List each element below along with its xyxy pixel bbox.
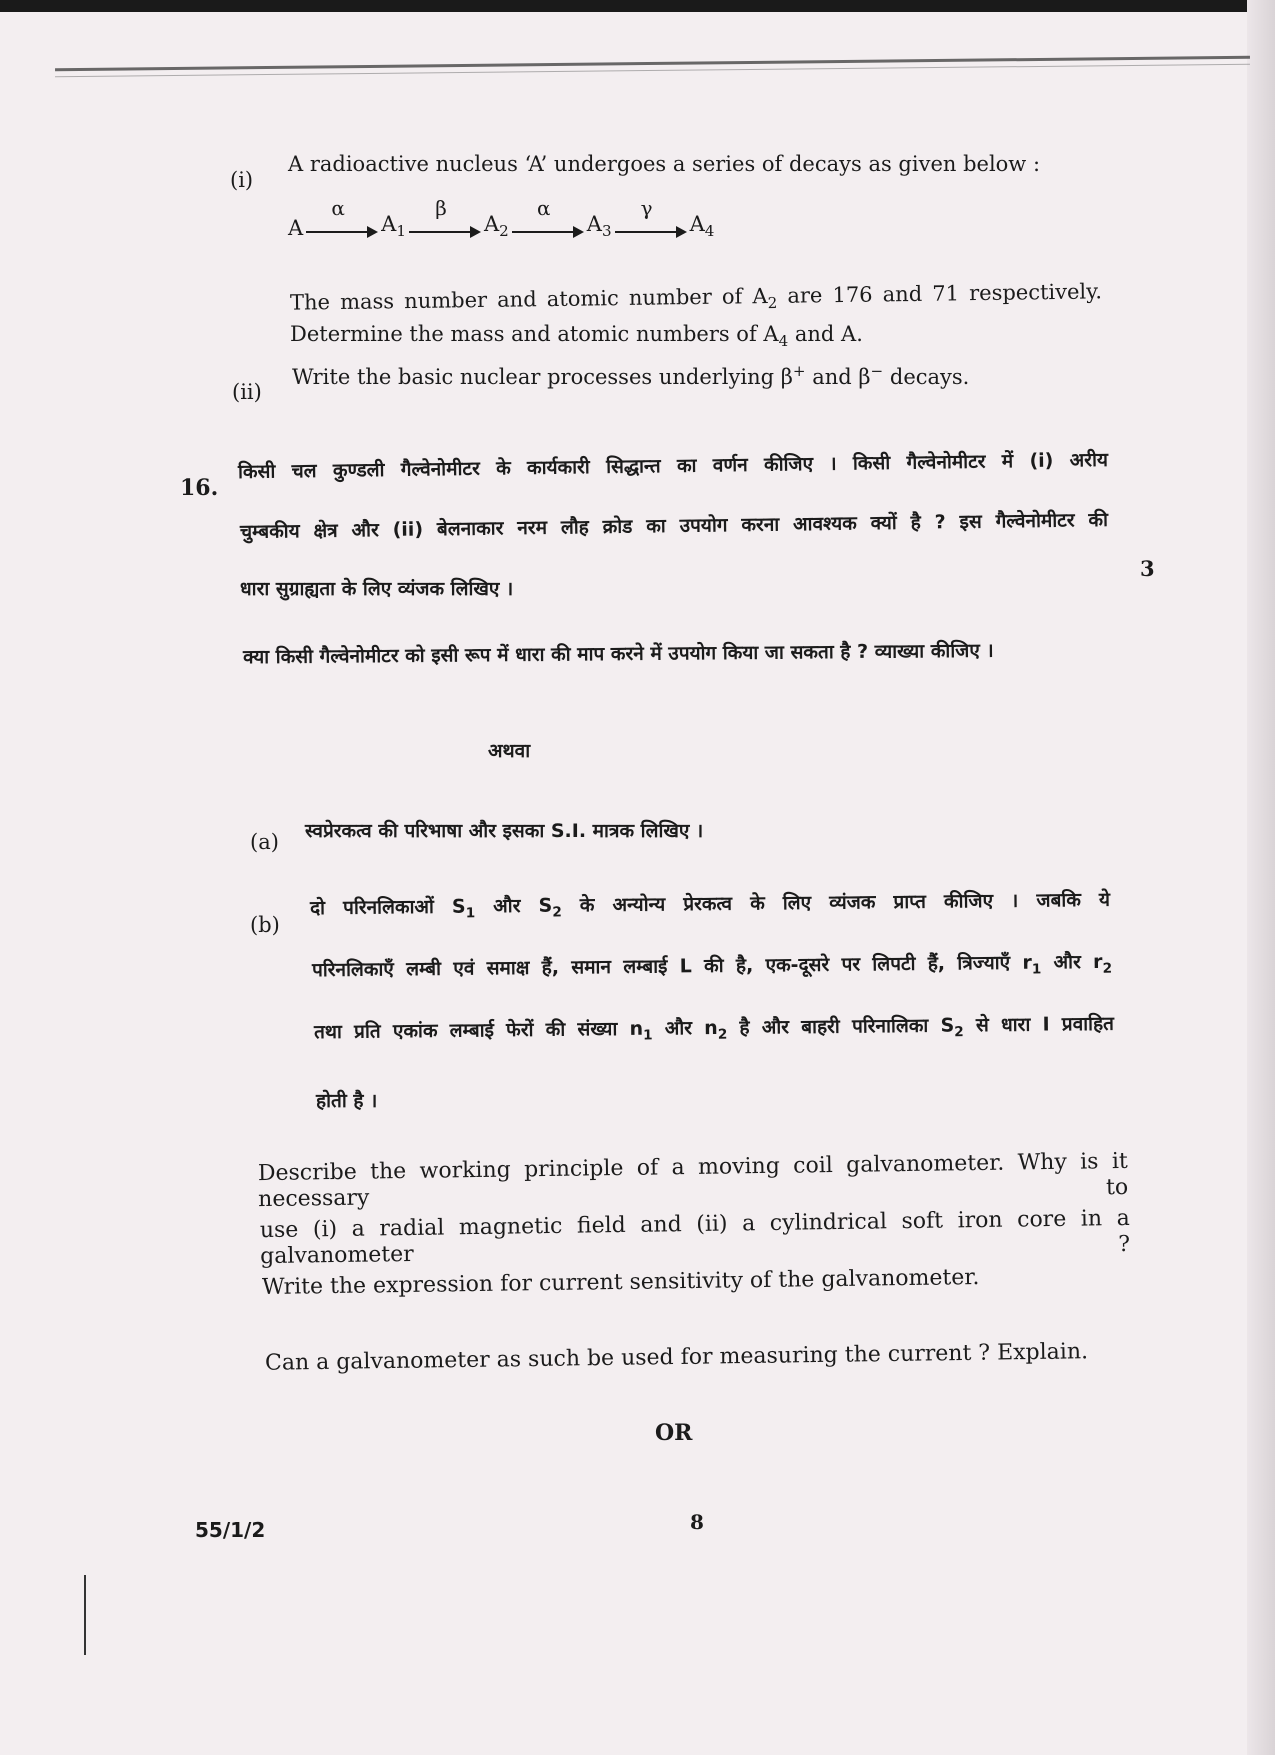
margin-mark	[84, 1575, 86, 1655]
q16-b-line3: तथा प्रति एकांक लम्बाई फेरों की संख्या $n_1$ और $n_2$ है और बाहरी परिनालिका $S_2$ से धारा I प्रवाहित	[313, 1012, 1115, 1044]
q16-hindi-line3: धारा सुग्राह्यता के लिए व्यंजक लिखिए ।	[240, 578, 514, 600]
q16-b-line2: परिनलिकाएँ लम्बी एवं समाक्ष हैं, समान लम्बाई L की है, एक-दूसरे पर लिपटी हैं, त्रिज्याएँ $r_1$ और $r_2$	[311, 950, 1113, 982]
decay-arrow-2	[409, 196, 481, 240]
q16-hindi-line4: क्या किसी गैल्वेनोमीटर को इसी रूप में धारा की माप करने में उपयोग किया जा सकता है ? व्याख्या कीजिए ।	[242, 639, 994, 669]
decay-product-2: $A_2$	[483, 212, 509, 241]
q16-a-label: (a)	[250, 830, 279, 854]
decay-chain	[288, 196, 715, 241]
q16-hindi-line2: चुम्बकीय क्षेत्र और (ii) बेलनाकार नरम लौह क्रोड का उपयोग करना आवश्यक क्यों है ? इस गैल्वेनोमीटर की	[239, 508, 1109, 544]
q16-en-line2: use (i) a radial magnetic field and (ii) a cylindrical soft iron core in a galvanometer ?	[259, 1205, 1131, 1270]
page-number: 8	[690, 1510, 704, 1534]
q15-i-label: (i)	[230, 168, 254, 192]
q15-ii-label: (ii)	[232, 380, 262, 404]
decay-arrow-4	[615, 196, 687, 240]
q16-b-line1: दो परिनलिकाओं $S_1$ और $S_2$ के अन्योन्य प्रेरकत्व के लिए व्यंजक प्राप्त कीजिए । जबकि ये	[309, 888, 1111, 922]
q15-i-text: A radioactive nucleus ‘A’ undergoes a series of decays as given below :	[288, 152, 1041, 176]
q16-en-line4: Can a galvanometer as such be used for measuring the current ? Explain.	[264, 1339, 1089, 1376]
decay-arrow-1	[306, 196, 378, 240]
q16-b-label: (b)	[250, 913, 280, 937]
or-heading: OR	[655, 1420, 693, 1446]
q15-line2: Determine the mass and atomic numbers of $A_4$ and A.	[290, 322, 863, 351]
scan-edge-right	[1247, 0, 1275, 1755]
q16-a-text: स्वप्रेरकत्व की परिभाषा और इसका S.I. मात्रक लिखिए ।	[305, 820, 704, 842]
q16-en-line1: Describe the working principle of a moving coil galvanometer. Why is it necessary to	[257, 1148, 1129, 1213]
decay-product-3: $A_3$	[586, 212, 612, 241]
q16-hindi-line1: किसी चल कुण्डली गैल्वेनोमीटर के कार्यकारी सिद्धान्त का वर्णन कीजिए । किसी गैल्वेनोमीटर में (i) अरीय	[237, 448, 1109, 484]
header-rule	[55, 56, 1250, 72]
athva-heading: अथवा	[488, 740, 531, 762]
decay-arrow-label: β	[435, 196, 447, 221]
decay-start: A	[288, 216, 304, 241]
paper-code: 55/1/2	[195, 1518, 266, 1542]
decay-arrow-3	[512, 196, 584, 240]
q15-line1: The mass number and atomic number of $A_2$ are 176 and 71 respectively.	[289, 279, 1103, 315]
q16-number: 16.	[180, 475, 219, 501]
scan-edge-top	[0, 0, 1275, 12]
q15-ii-text: Write the basic nuclear processes underlying β+ and β− decays.	[292, 362, 970, 389]
q16-b-line4: होती है ।	[316, 1090, 378, 1112]
q16-en-line3: Write the expression for current sensitivity of the galvanometer.	[261, 1264, 980, 1301]
decay-product-1: $A_1$	[381, 212, 406, 241]
decay-arrow-label: α	[331, 196, 345, 221]
q16-marks: 3	[1140, 556, 1155, 581]
decay-arrow-label: γ	[640, 196, 653, 221]
decay-arrow-label: α	[537, 196, 551, 221]
decay-product-4: $A_4$	[689, 212, 715, 241]
